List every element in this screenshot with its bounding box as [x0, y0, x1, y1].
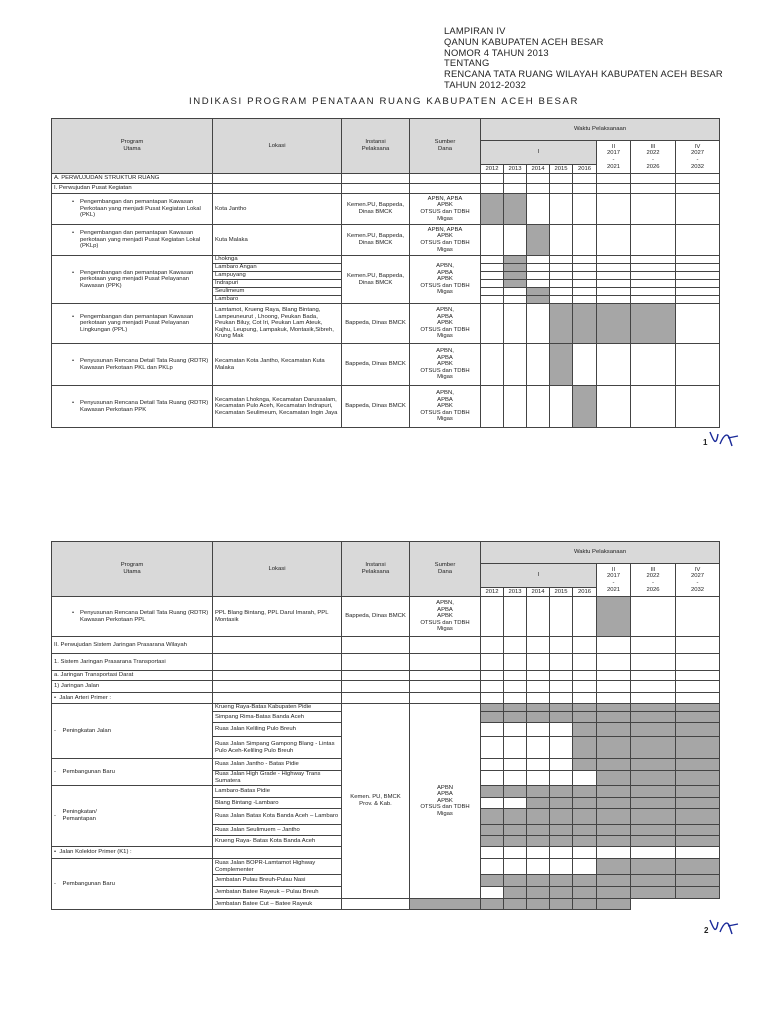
- lokasi-cell: Lambaro: [213, 296, 342, 304]
- lokasi-cell: Indrapuri: [213, 280, 342, 288]
- section-heading: 1) Jaringan Jalan: [52, 681, 213, 693]
- period-4: IV 2027 - 2032: [676, 141, 720, 174]
- period-2: II 2017 - 2021: [597, 564, 631, 597]
- instansi-cell: Kemen. PU, BMCK Prov. & Kab.: [342, 704, 410, 899]
- subprogram-label: [52, 786, 213, 847]
- lokasi-cell: Jembatan Batee Cut – Batee Rayeuk: [213, 899, 342, 910]
- year-cell: 2013: [504, 165, 527, 174]
- lokasi-cell: Ruas Jalan Batas Kota Banda Aceh – Lambaro: [213, 809, 342, 825]
- sumber-cell: APBN, APBA APBK OTSUS dan TDBH Migas: [410, 304, 481, 344]
- year-cell: 2012: [481, 588, 504, 597]
- program-text: • Penyusunan Rencana Detail Tata Ruang (RDTR) Kawasan Perkotaan PPL: [54, 610, 210, 623]
- table-row: [52, 194, 720, 225]
- lokasi-cell: Lambaro-Batas Pidie: [213, 786, 342, 798]
- sumber-cell: APBN, APBA APBK OTSUS dan TDBH Migas: [410, 256, 481, 304]
- table-row: [52, 704, 720, 712]
- dash: -: [54, 880, 63, 887]
- instansi-cell: Kemen.PU, Bappeda, Dinas BMCK: [342, 194, 410, 225]
- header-line: RENCANA TATA RUANG WILAYAH KABUPATEN ACEH BESAR: [444, 68, 723, 80]
- section-heading: A. PERWUJUDAN STRUKTUR RUANG: [52, 174, 213, 184]
- table-row: [52, 225, 720, 256]
- lokasi-cell: Jembatan Batee Rayeuk – Pulau Breuh: [213, 887, 342, 899]
- col-waktu: Waktu Pelaksanaan: [481, 542, 720, 564]
- pemantapan-label: Peningkatan/ Pemantapan: [62, 809, 97, 822]
- peningkatan-label: Peningkatan Jalan: [62, 727, 111, 734]
- year-cell: 2014: [527, 588, 550, 597]
- kolektor-label: Jalan Kolektor Primer (K1) :: [59, 849, 132, 856]
- col-sumber: Sumber Dana: [410, 542, 481, 597]
- section-heading: a. Jaringan Transportasi Darat: [52, 671, 213, 681]
- header-line: LAMPIRAN IV: [444, 25, 506, 36]
- dash: -: [54, 813, 63, 820]
- col-waktu: Waktu Pelaksanaan: [481, 119, 720, 141]
- period-2: II 2017 - 2021: [597, 141, 631, 174]
- sumber-cell: APBN APBA APBK OTSUS dan TDBH Migas: [410, 704, 481, 899]
- lokasi-cell: Simpang Rima-Batas Banda Aceh: [213, 712, 342, 723]
- table-row: [52, 597, 720, 637]
- lokasi-cell: Ruas Jalan High Grade - Highway Trans Sumatera: [213, 771, 342, 786]
- subprogram-label: [52, 704, 213, 759]
- document-title: INDIKASI PROGRAM PENATAAN RUANG KABUPATEN ACEH BESAR: [188, 96, 580, 107]
- year-cell: 2012: [481, 165, 504, 174]
- program-text: • Pengembangan dan pemantapan Kawasan Perkotaan yang menjadi Pusat Kegiatan Lokal (PKL): [54, 199, 210, 219]
- bullet: •: [54, 694, 60, 701]
- lokasi-cell: Jembatan Pulau Breuh-Pulau Nasi: [213, 875, 342, 887]
- pembangunan-label: Pembangunan Baru: [62, 880, 115, 887]
- lokasi-cell: Ruas Jalan Keliling Pulo Breuh: [213, 723, 342, 737]
- col-lokasi: Lokasi: [213, 119, 342, 174]
- col-program: Program Utama: [52, 542, 213, 597]
- sumber-cell: APBN, APBA APBK OTSUS dan TDBH Migas: [410, 597, 481, 637]
- header-line: TENTANG: [444, 57, 490, 69]
- lokasi-cell: Krueng Raya-Batas Kabupaten Pidie: [213, 704, 342, 712]
- arteri-label: Jalan Arteri Primer :: [59, 694, 112, 701]
- instansi-cell: Kemen.PU, Bappeda, Dinas BMCK: [342, 256, 410, 304]
- sumber-cell: APBN, APBA APBK OTSUS dan TDBH Migas: [410, 194, 481, 225]
- lokasi-cell: Kecamatan Lhoknga, Kecamatan Darussalam, Kecamatan Pulo Aceh, Kecamatan Indrapuri, Kecamatan Seulimeum, Kecamatan Ingin Jaya: [213, 386, 342, 428]
- lokasi-cell: Ruas Jalan BOPR-Lamtamot Highway Complementer: [213, 859, 342, 875]
- header-line: QANUN KABUPATEN ACEH BESAR: [444, 35, 604, 47]
- lokasi-cell: Ruas Jalan Simpang Gampong Blang - Lintas Pulo Aceh-Keliling Pulo Breuh: [213, 737, 342, 759]
- lokasi-cell: Kecamatan Kota Jantho, Kecamatan Kuta Malaka: [213, 344, 342, 386]
- program-text: • Pengembangan dan pemantapan Kawasan perkotaan yang menjadi Pusat Kegiatan Lokal (PKLp): [54, 230, 210, 250]
- lokasi-cell: Kota Jantho: [213, 194, 342, 225]
- sumber-cell: APBN, APBA APBK OTSUS dan TDBH Migas: [410, 225, 481, 256]
- lokasi-cell: Krueng Raya- Batas Kota Banda Aceh: [213, 836, 342, 847]
- lokasi-cell: Seulimeum: [213, 288, 342, 296]
- lokasi-cell: Blang Bintang -Lambaro: [213, 798, 342, 809]
- instansi-cell: Bappeda, Dinas BMCK: [342, 304, 410, 344]
- period-3: III 2022 - 2026: [631, 564, 676, 597]
- lokasi-cell: Kuta Malaka: [213, 225, 342, 256]
- section-heading: [52, 847, 213, 859]
- table-row: [52, 304, 720, 344]
- header-line: NOMOR 4 TAHUN 2013: [444, 46, 549, 58]
- year-cell: 2015: [550, 165, 573, 174]
- bullet: •: [54, 849, 60, 856]
- program-text: • Pengembangan dan pemantapan Kawasan perkotaan yang menjadi Pusat Pelayanan Kawasan (PPK): [54, 270, 210, 290]
- instansi-cell: Bappeda, Dinas BMCK: [342, 386, 410, 428]
- year-cell: 2016: [573, 165, 597, 174]
- col-instansi: Instansi Pelaksana: [342, 542, 410, 597]
- page-number: 1: [703, 438, 708, 447]
- lokasi-cell: Ruas Jalan Seulimuem – Jantho: [213, 825, 342, 836]
- period-1: I: [481, 141, 597, 165]
- col-lokasi: Lokasi: [213, 542, 342, 597]
- subprogram-label: [52, 859, 213, 910]
- period-4: IV 2027 - 2032: [676, 564, 720, 597]
- lokasi-cell: Lambaro Angan: [213, 264, 342, 272]
- year-cell: 2015: [550, 588, 573, 597]
- program-text: • Penyusunan Rencana Detail Tata Ruang (RDTR) Kawasan Perkotaan PKL dan PKLp: [54, 358, 210, 371]
- document-header: [444, 26, 723, 91]
- section-heading: 1. Sistem Jaringan Prasarana Transportasi: [52, 654, 213, 671]
- table-row: [52, 256, 720, 264]
- dash: -: [54, 727, 63, 734]
- col-program: Program Utama: [52, 119, 213, 174]
- col-instansi: Instansi Pelaksana: [342, 119, 410, 174]
- table-row: [52, 386, 720, 428]
- section-heading: I. Perwujudan Pusat Kegiatan: [52, 184, 213, 194]
- period-3: III 2022 - 2026: [631, 141, 676, 174]
- lokasi-cell: Lhoknga: [213, 256, 342, 264]
- lokasi-cell: Ruas Jalan Jantho - Batas Pidie: [213, 759, 342, 771]
- program-text: • Penyusunan Rencana Detail Tata Ruang (RDTR) Kawasan Perkotaan PPK: [54, 400, 210, 413]
- instansi-cell: Kemen.PU, Bappeda, Dinas BMCK: [342, 225, 410, 256]
- year-cell: 2013: [504, 588, 527, 597]
- lokasi-cell: Lampuyang: [213, 272, 342, 280]
- sumber-cell: APBN, APBA APBK OTSUS dan TDBH Migas: [410, 344, 481, 386]
- header-line: TAHUN 2012-2032: [444, 78, 527, 90]
- initial-signature-icon: [706, 426, 742, 450]
- instansi-cell: Bappeda, Dinas BMCK: [342, 344, 410, 386]
- year-cell: 2016: [573, 588, 597, 597]
- col-sumber: Sumber Dana: [410, 119, 481, 174]
- section-heading: II. Perwujudan Sistem Jaringan Prasarana Wilayah: [52, 637, 213, 654]
- subprogram-label: [52, 759, 213, 786]
- period-1: I: [481, 564, 597, 588]
- sumber-cell: APBN, APBA APBK OTSUS dan TDBH Migas: [410, 386, 481, 428]
- table-row: [52, 344, 720, 386]
- program-text: • Pengembangan dan pemantapan Kawasan perkotaan yang menjadi Pusat Pelayanan Lingkungan (PPL): [54, 314, 210, 334]
- lokasi-cell: Lamtamot, Krueng Raya, Blang Bintang, Lampeuneurut , Lhoong, Peukan Bada, Peukan Biluy, Cot Iri, Peukan Lam Ateuk, Kajhu, Leupung, Lampakuk, Montasik,Sibreh, Krung Mak: [213, 304, 342, 344]
- pembangunan-label: Pembangunan Baru: [62, 768, 115, 775]
- dash: -: [54, 768, 63, 775]
- lokasi-cell: PPL Blang Bintang, PPL Darul Imarah, PPL Montasik: [213, 597, 342, 637]
- year-cell: 2014: [527, 165, 550, 174]
- instansi-cell: Bappeda, Dinas BMCK: [342, 597, 410, 637]
- initial-signature-icon: [706, 914, 742, 938]
- program-table-page2: [51, 541, 720, 910]
- section-heading: [52, 693, 213, 704]
- program-table-page1: [51, 118, 720, 428]
- page-number: 2: [704, 926, 709, 935]
